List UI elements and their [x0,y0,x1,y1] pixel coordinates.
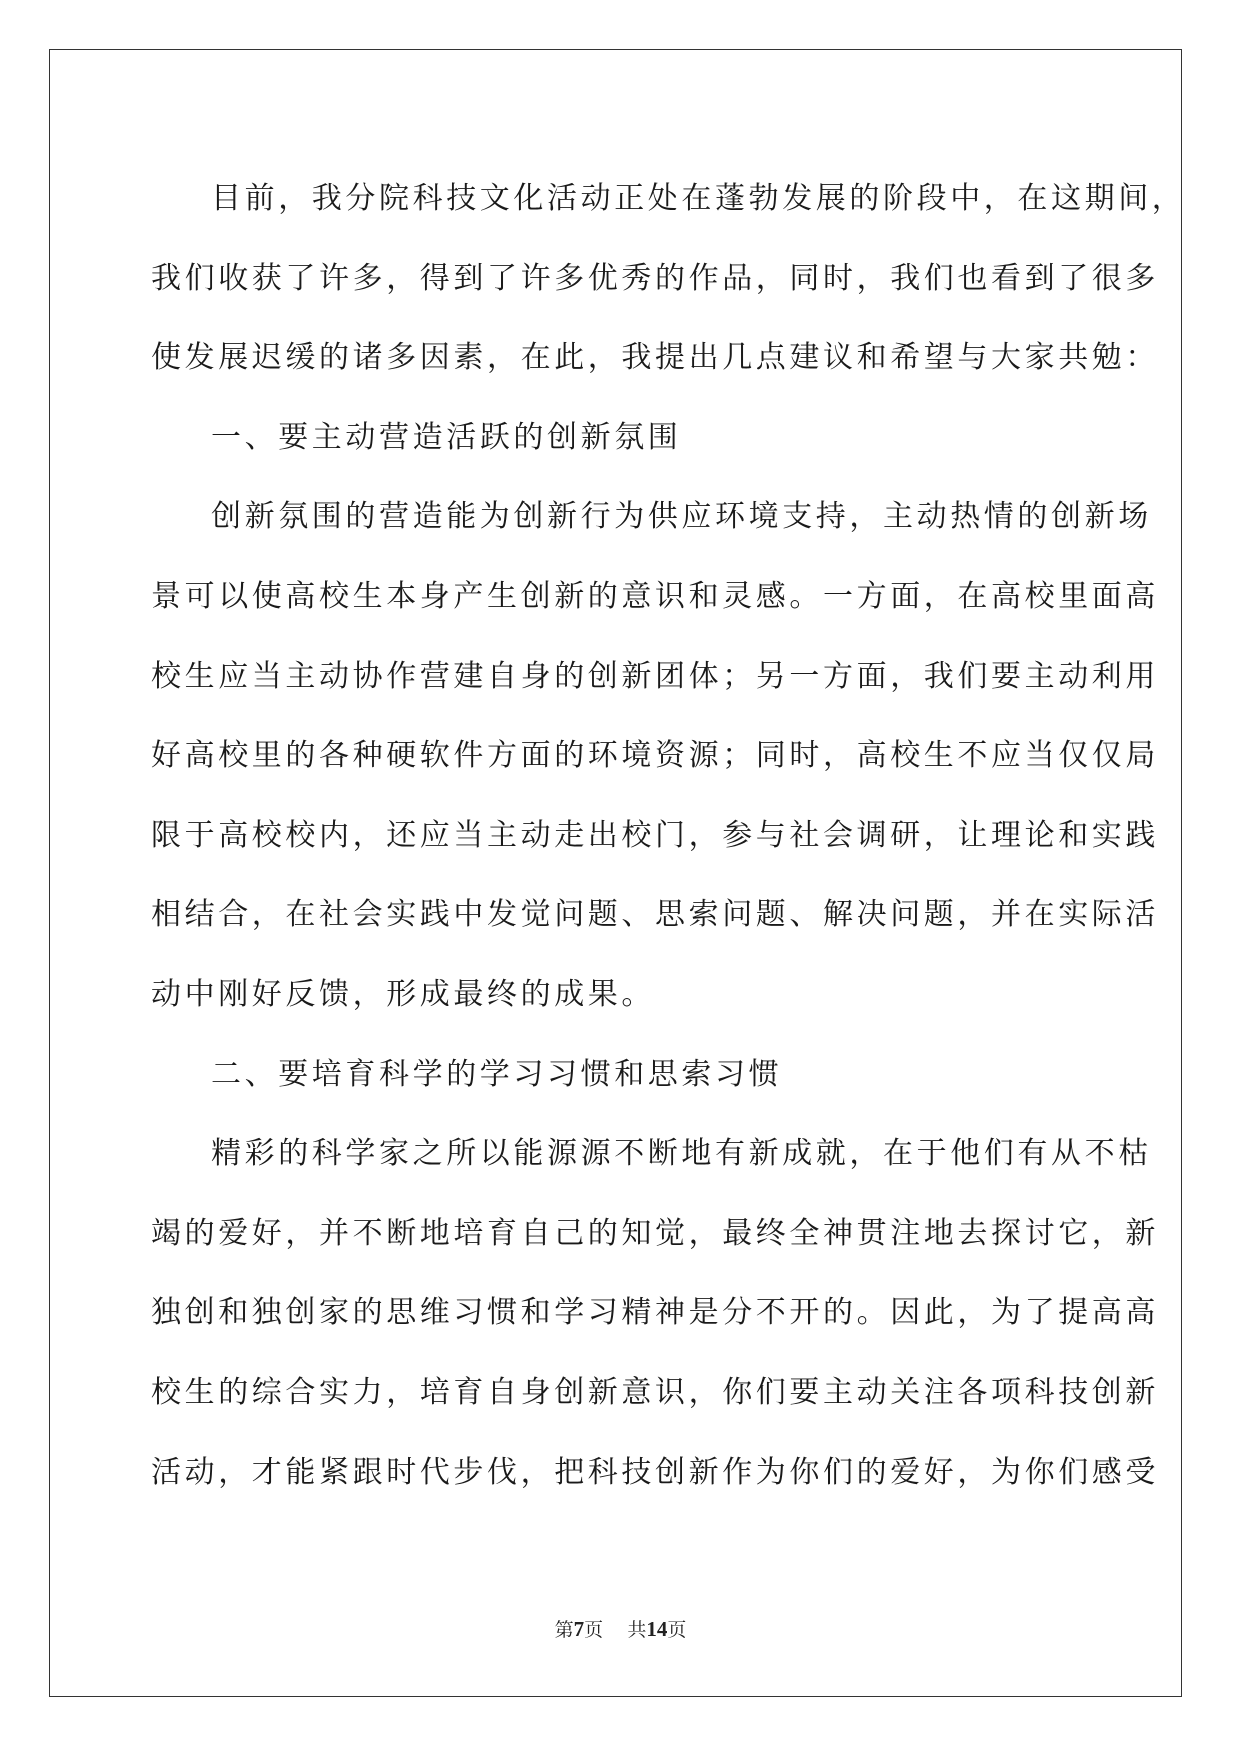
text-line: 动中刚好反馈，形成最终的成果。 [151,976,655,1012]
document-body [151,159,1186,1512]
page-number: 7 [573,1617,585,1641]
total-pages: 14 [646,1617,668,1641]
text-line: 我们收获了许多，得到了许多优秀的作品，同时，我们也看到了很多 [151,260,1159,296]
section-heading: 二、要培育科学的学习习惯和思索习惯 [211,1056,783,1092]
page-prefix: 第 [554,1619,574,1641]
total-suffix: 页 [667,1619,687,1641]
section-heading: 一、要主动营造活跃的创新氛围 [211,419,682,455]
text-line: 景可以使高校生本身产生创新的意识和灵感。一方面，在高校里面高 [151,578,1159,614]
page-suffix: 页 [584,1619,604,1641]
page-footer [0,1615,1241,1642]
text-line: 创新氛围的营造能为创新行为供应环境支持，主动热情的创新场 [211,499,1152,535]
text-line: 相结合，在社会实践中发觉问题、思索问题、解决问题，并在实际活 [151,897,1159,933]
total-prefix: 共 [627,1619,647,1641]
text-line: 独创和独创家的思维习惯和学习精神是分不开的。因此，为了提高高 [151,1295,1159,1331]
text-line: 竭的爱好，并不断地培育自己的知觉，最终全神贯注地去探讨它，新 [151,1215,1159,1251]
text-line: 好高校里的各种硬软件方面的环境资源；同时，高校生不应当仅仅局 [151,738,1159,774]
text-line: 校生应当主动协作营建自身的创新团体；另一方面，我们要主动利用 [151,658,1159,694]
text-line: 精彩的科学家之所以能源源不断地有新成就，在于他们有从不枯 [211,1136,1152,1172]
text-line: 活动，才能紧跟时代步伐，把科技创新作为你们的爱好，为你们感受 [151,1454,1159,1490]
text-line: 校生的综合实力，培育自身创新意识，你们要主动关注各项科技创新 [151,1374,1159,1410]
text-line: 使发展迟缓的诸多因素，在此，我提出几点建议和希望与大家共勉： [151,340,1159,376]
text-line: 目前，我分院科技文化活动正处在蓬勃发展的阶段中，在这期间， [211,181,1186,216]
text-line: 限于高校校内，还应当主动走出校门，参与社会调研，让理论和实践 [151,817,1159,853]
